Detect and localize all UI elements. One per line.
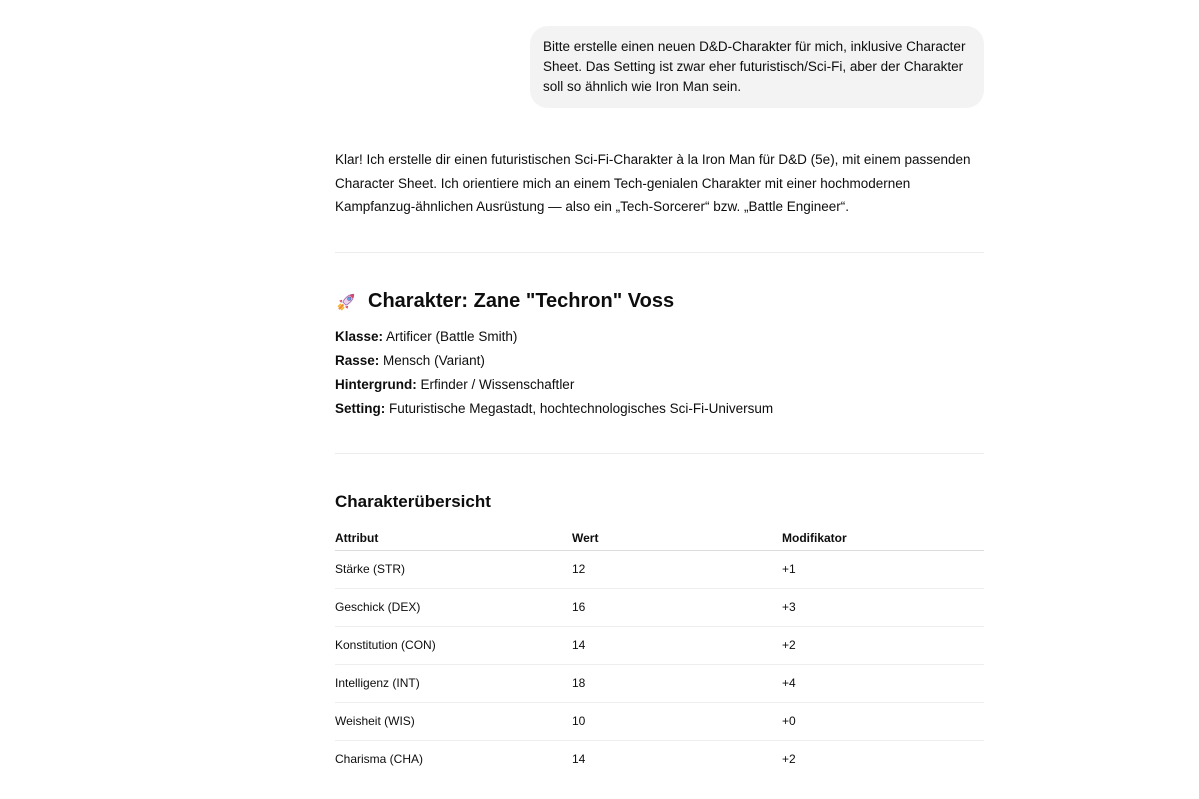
cell-attribute: Weisheit (WIS) <box>335 702 572 740</box>
property-class <box>335 325 984 349</box>
cell-modifier: +1 <box>782 550 984 588</box>
table-row <box>335 702 984 740</box>
character-properties <box>335 325 984 421</box>
cell-attribute: Charisma (CHA) <box>335 752 424 766</box>
character-heading <box>335 288 984 316</box>
cell-modifier: +3 <box>782 588 984 626</box>
property-label: Hintergrund: <box>335 376 417 392</box>
property-background <box>335 373 984 397</box>
column-header-value: Wert <box>572 526 782 551</box>
cell-modifier: +0 <box>782 702 984 740</box>
cell-modifier: +2 <box>782 752 796 766</box>
table-header-row <box>335 526 984 551</box>
cell-value: 16 <box>572 588 782 626</box>
character-heading-text: Charakter: Zane "Techron" Voss <box>368 290 675 312</box>
property-value: Erfinder / Wissenschaftler <box>420 376 575 392</box>
property-value: Artificer (Battle Smith) <box>386 328 518 344</box>
cell-value: 14 <box>572 626 782 664</box>
property-label: Setting: <box>335 400 386 416</box>
table-row <box>335 740 984 778</box>
cell-value: 14 <box>572 752 586 766</box>
property-label: Rasse: <box>335 352 380 368</box>
table-row <box>335 626 984 664</box>
user-message-bubble: Bitte erstelle einen neuen D&D-Charakter für mich, inklusive Character Sheet. Das Setting ist zwar eher futuristisch/Sci-Fi, aber der Charakter soll so ähnlich wie Iron Man sein. <box>530 26 984 108</box>
table-row <box>335 664 984 702</box>
cell-value: 10 <box>572 702 782 740</box>
column-header-modifier: Modifikator <box>782 526 984 551</box>
cell-attribute: Geschick (DEX) <box>335 588 572 626</box>
conversation-column <box>335 0 984 778</box>
user-message-row <box>335 26 984 108</box>
cell-modifier: +4 <box>782 664 984 702</box>
divider <box>335 252 984 253</box>
property-setting <box>335 397 984 421</box>
table-row <box>335 550 984 588</box>
overview-title: Charakterübersicht <box>335 491 491 511</box>
cell-value: 18 <box>572 664 782 702</box>
attribute-table <box>335 526 984 778</box>
cell-modifier: +2 <box>782 626 984 664</box>
property-race <box>335 349 984 373</box>
assistant-intro-text: Klar! Ich erstelle dir einen futuristischen Sci-Fi-Charakter à la Iron Man für D&D (5e), mit einem passenden Character Sheet. Ich orientiere mich an einem Tech-genialen Charakter mit einer hochmodernen Kampfanzug-ähnlichen Ausrüstung — also ein „Tech-Sorcerer“ bzw. „Battle Engineer“. <box>335 152 971 214</box>
table-row <box>335 588 984 626</box>
divider <box>335 453 984 454</box>
property-value: Futuristische Megastadt, hochtechnologisches Sci-Fi-Universum <box>389 400 774 416</box>
cell-value: 12 <box>572 550 782 588</box>
cell-attribute: Intelligenz (INT) <box>335 664 572 702</box>
property-label: Klasse: <box>335 328 384 344</box>
property-value: Mensch (Variant) <box>383 352 485 368</box>
cell-attribute: Konstitution (CON) <box>335 626 572 664</box>
rocket-icon <box>335 291 357 313</box>
cell-attribute: Stärke (STR) <box>335 550 572 588</box>
column-header-attribute: Attribut <box>335 526 572 551</box>
